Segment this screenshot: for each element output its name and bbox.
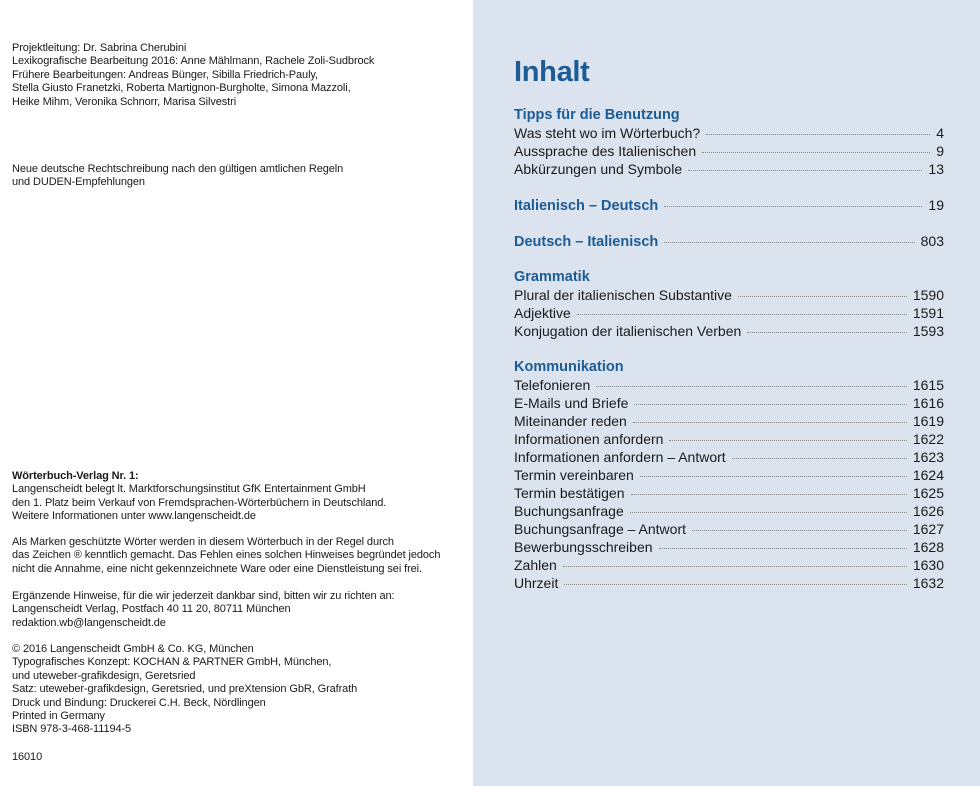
spacer xyxy=(514,178,944,196)
trademark-line: Als Marken geschützte Wörter werden in diesem Wörterbuch in der Regel durch xyxy=(12,536,394,548)
feedback-line: redaktion.wb@langenscheidt.de xyxy=(12,616,166,629)
toc-entry-page: 1623 xyxy=(912,449,944,465)
toc-entry-label: Italienisch – Deutsch xyxy=(514,198,659,214)
trademark-note xyxy=(12,536,440,576)
dot-leader xyxy=(634,404,906,405)
toc-entry-label: Abkürzungen und Symbole xyxy=(514,161,683,177)
table-of-contents xyxy=(514,106,944,592)
page-title: Inhalt xyxy=(514,56,590,88)
toc-entry[interactable] xyxy=(514,304,944,322)
toc-entry-label: Miteinander reden xyxy=(514,413,627,429)
contents-page xyxy=(473,0,980,786)
toc-entry-page: 13 xyxy=(928,161,944,177)
dot-leader xyxy=(747,332,907,333)
credit-line: Projektleitung: Dr. Sabrina Cherubini xyxy=(12,42,187,54)
section-heading-grammatik: Grammatik xyxy=(514,269,590,285)
toc-entry-label: E-Mails und Briefe xyxy=(514,395,629,411)
toc-entry[interactable] xyxy=(514,160,944,178)
dot-leader xyxy=(577,314,907,315)
isbn: ISBN 978-3-468-11194-5 xyxy=(12,723,132,736)
toc-entry-page: 1627 xyxy=(912,521,944,537)
dot-leader xyxy=(688,170,922,171)
copyright-block xyxy=(12,643,357,737)
spelling-line: und DUDEN-Empfehlungen xyxy=(12,176,145,189)
spelling-line: Neue deutsche Rechtschreibung nach den gültigen amtlichen Regeln xyxy=(12,163,344,175)
toc-entry-page: 803 xyxy=(920,233,944,249)
toc-entry-page: 19 xyxy=(928,197,944,213)
feedback-line: Langenscheidt Verlag, Postfach 40 11 20, 80711 München xyxy=(12,603,291,616)
toc-entry-label: Zahlen xyxy=(514,557,557,573)
dot-leader xyxy=(732,458,907,459)
dot-leader xyxy=(692,530,907,531)
dot-leader xyxy=(664,206,922,207)
toc-entry-label: Deutsch – Italienisch xyxy=(514,234,659,250)
toc-entry-label: Adjektive xyxy=(514,305,571,321)
toc-entry-page: 1628 xyxy=(912,539,944,555)
spacer xyxy=(514,250,944,268)
toc-entry[interactable] xyxy=(514,124,944,142)
toc-entry-page: 1590 xyxy=(912,287,944,303)
toc-entry-label: Buchungsanfrage – Antwort xyxy=(514,521,687,537)
toc-entry[interactable] xyxy=(514,142,944,160)
toc-entry-label: Plural der italienischen Substantive xyxy=(514,287,732,303)
toc-entry-label: Konjugation der italienischen Verben xyxy=(514,323,742,339)
toc-entry[interactable] xyxy=(514,448,944,466)
toc-entry-label: Aussprache des Italienischen xyxy=(514,143,697,159)
copyright-line: Druck und Bindung: Druckerei C.H. Beck, Nördlingen xyxy=(12,696,266,709)
dot-leader xyxy=(630,512,907,513)
toc-entry-page: 1622 xyxy=(912,431,944,447)
credit-line: Lexikografische Bearbeitung 2016: Anne Mählmann, Rachele Zoli-Sudbrock xyxy=(12,55,375,68)
dot-leader xyxy=(596,386,907,387)
section-heading-tipps: Tipps für die Benutzung xyxy=(514,107,680,123)
toc-entry-label: Buchungsanfrage xyxy=(514,503,624,519)
toc-entry-deutsch-italienisch[interactable] xyxy=(514,232,944,250)
credit-line: Heike Mihm, Veronika Schnorr, Marisa Silvestri xyxy=(12,95,237,108)
verlag-block xyxy=(12,470,386,524)
trademark-line: nicht die Annahme, eine nicht gekennzeichnete Ware oder eine Dienstleistung sei frei. xyxy=(12,562,422,575)
toc-entry[interactable] xyxy=(514,376,944,394)
spacer xyxy=(514,214,944,232)
toc-entry-page: 1593 xyxy=(912,323,944,339)
dot-leader xyxy=(664,242,914,243)
toc-entry-label: Was steht wo im Wörterbuch? xyxy=(514,125,701,141)
toc-entry[interactable] xyxy=(514,430,944,448)
dot-leader xyxy=(640,476,907,477)
copyright-line: und uteweber-grafikdesign, Geretsried xyxy=(12,669,196,682)
section-heading-kommunikation: Kommunikation xyxy=(514,359,624,375)
feedback-block xyxy=(12,590,395,630)
dot-leader xyxy=(706,134,930,135)
toc-entry[interactable] xyxy=(514,502,944,520)
dot-leader xyxy=(669,440,906,441)
verlag-line: Weitere Informationen unter www.langenscheidt.de xyxy=(12,510,256,523)
toc-entry-page: 1591 xyxy=(912,305,944,321)
toc-entry[interactable] xyxy=(514,484,944,502)
trademark-line: das Zeichen ® kenntlich gemacht. Das Fehlen eines solchen Hinweises begründet jedoch xyxy=(12,549,441,562)
copyright-line: Printed in Germany xyxy=(12,710,105,723)
toc-entry[interactable] xyxy=(514,322,944,340)
toc-entry-label: Termin bestätigen xyxy=(514,485,625,501)
dot-leader xyxy=(564,584,906,585)
print-code xyxy=(12,751,42,764)
credit-line: Frühere Bearbeitungen: Andreas Bünger, Sibilla Friedrich-Pauly, xyxy=(12,68,318,81)
dot-leader xyxy=(563,566,907,567)
toc-entry-page: 1626 xyxy=(912,503,944,519)
toc-entry[interactable] xyxy=(514,538,944,556)
dot-leader xyxy=(702,152,930,153)
toc-entry-page: 4 xyxy=(936,125,944,141)
feedback-line: Ergänzende Hinweise, für die wir jederzeit dankbar sind, bitten wir zu richten an: xyxy=(12,590,395,602)
toc-entry-page: 1625 xyxy=(912,485,944,501)
toc-entry-label: Informationen anfordern xyxy=(514,431,664,447)
toc-entry[interactable] xyxy=(514,286,944,304)
copyright-line: © 2016 Langenscheidt GmbH & Co. KG, München xyxy=(12,643,254,655)
spacer xyxy=(514,340,944,358)
toc-entry[interactable] xyxy=(514,394,944,412)
dot-leader xyxy=(738,296,907,297)
dot-leader xyxy=(631,494,907,495)
toc-entry[interactable] xyxy=(514,574,944,592)
toc-entry-label: Uhrzeit xyxy=(514,575,559,591)
credits-block xyxy=(12,42,374,109)
verlag-heading: Wörterbuch-Verlag Nr. 1: xyxy=(12,470,139,482)
toc-entry-label: Informationen anfordern – Antwort xyxy=(514,449,726,465)
toc-entry-page: 9 xyxy=(936,143,944,159)
copyright-line: Typografisches Konzept: KOCHAN & PARTNER GmbH, München, xyxy=(12,656,332,669)
toc-entry-page: 1630 xyxy=(912,557,944,573)
toc-entry-italienisch-deutsch[interactable] xyxy=(514,196,944,214)
verlag-line: den 1. Platz beim Verkauf von Fremdsprachen-Wörterbüchern in Deutschland. xyxy=(12,496,387,509)
toc-entry-page: 1615 xyxy=(912,377,944,393)
toc-entry-page: 1619 xyxy=(912,413,944,429)
toc-entry-page: 1624 xyxy=(912,467,944,483)
credit-line: Stella Giusto Franetzki, Roberta Martignon-Burgholte, Simona Mazzoli, xyxy=(12,82,351,95)
toc-entry-label: Telefonieren xyxy=(514,377,591,393)
spelling-note xyxy=(12,163,343,190)
verlag-line: Langenscheidt belegt lt. Marktforschungsinstitut GfK Entertainment GmbH xyxy=(12,483,366,496)
toc-entry-label: Termin vereinbaren xyxy=(514,467,634,483)
toc-entry-page: 1632 xyxy=(912,575,944,591)
toc-entry[interactable] xyxy=(514,412,944,430)
copyright-line: Satz: uteweber-grafikdesign, Geretsried, und preXtension GbR, Grafrath xyxy=(12,683,358,696)
toc-entry[interactable] xyxy=(514,556,944,574)
dot-leader xyxy=(659,548,907,549)
toc-entry[interactable] xyxy=(514,520,944,538)
print-code-text: 16010 xyxy=(12,751,43,763)
imprint-page xyxy=(0,0,473,786)
toc-entry-page: 1616 xyxy=(912,395,944,411)
toc-entry-label: Bewerbungsschreiben xyxy=(514,539,653,555)
toc-entry[interactable] xyxy=(514,466,944,484)
dot-leader xyxy=(633,422,907,423)
